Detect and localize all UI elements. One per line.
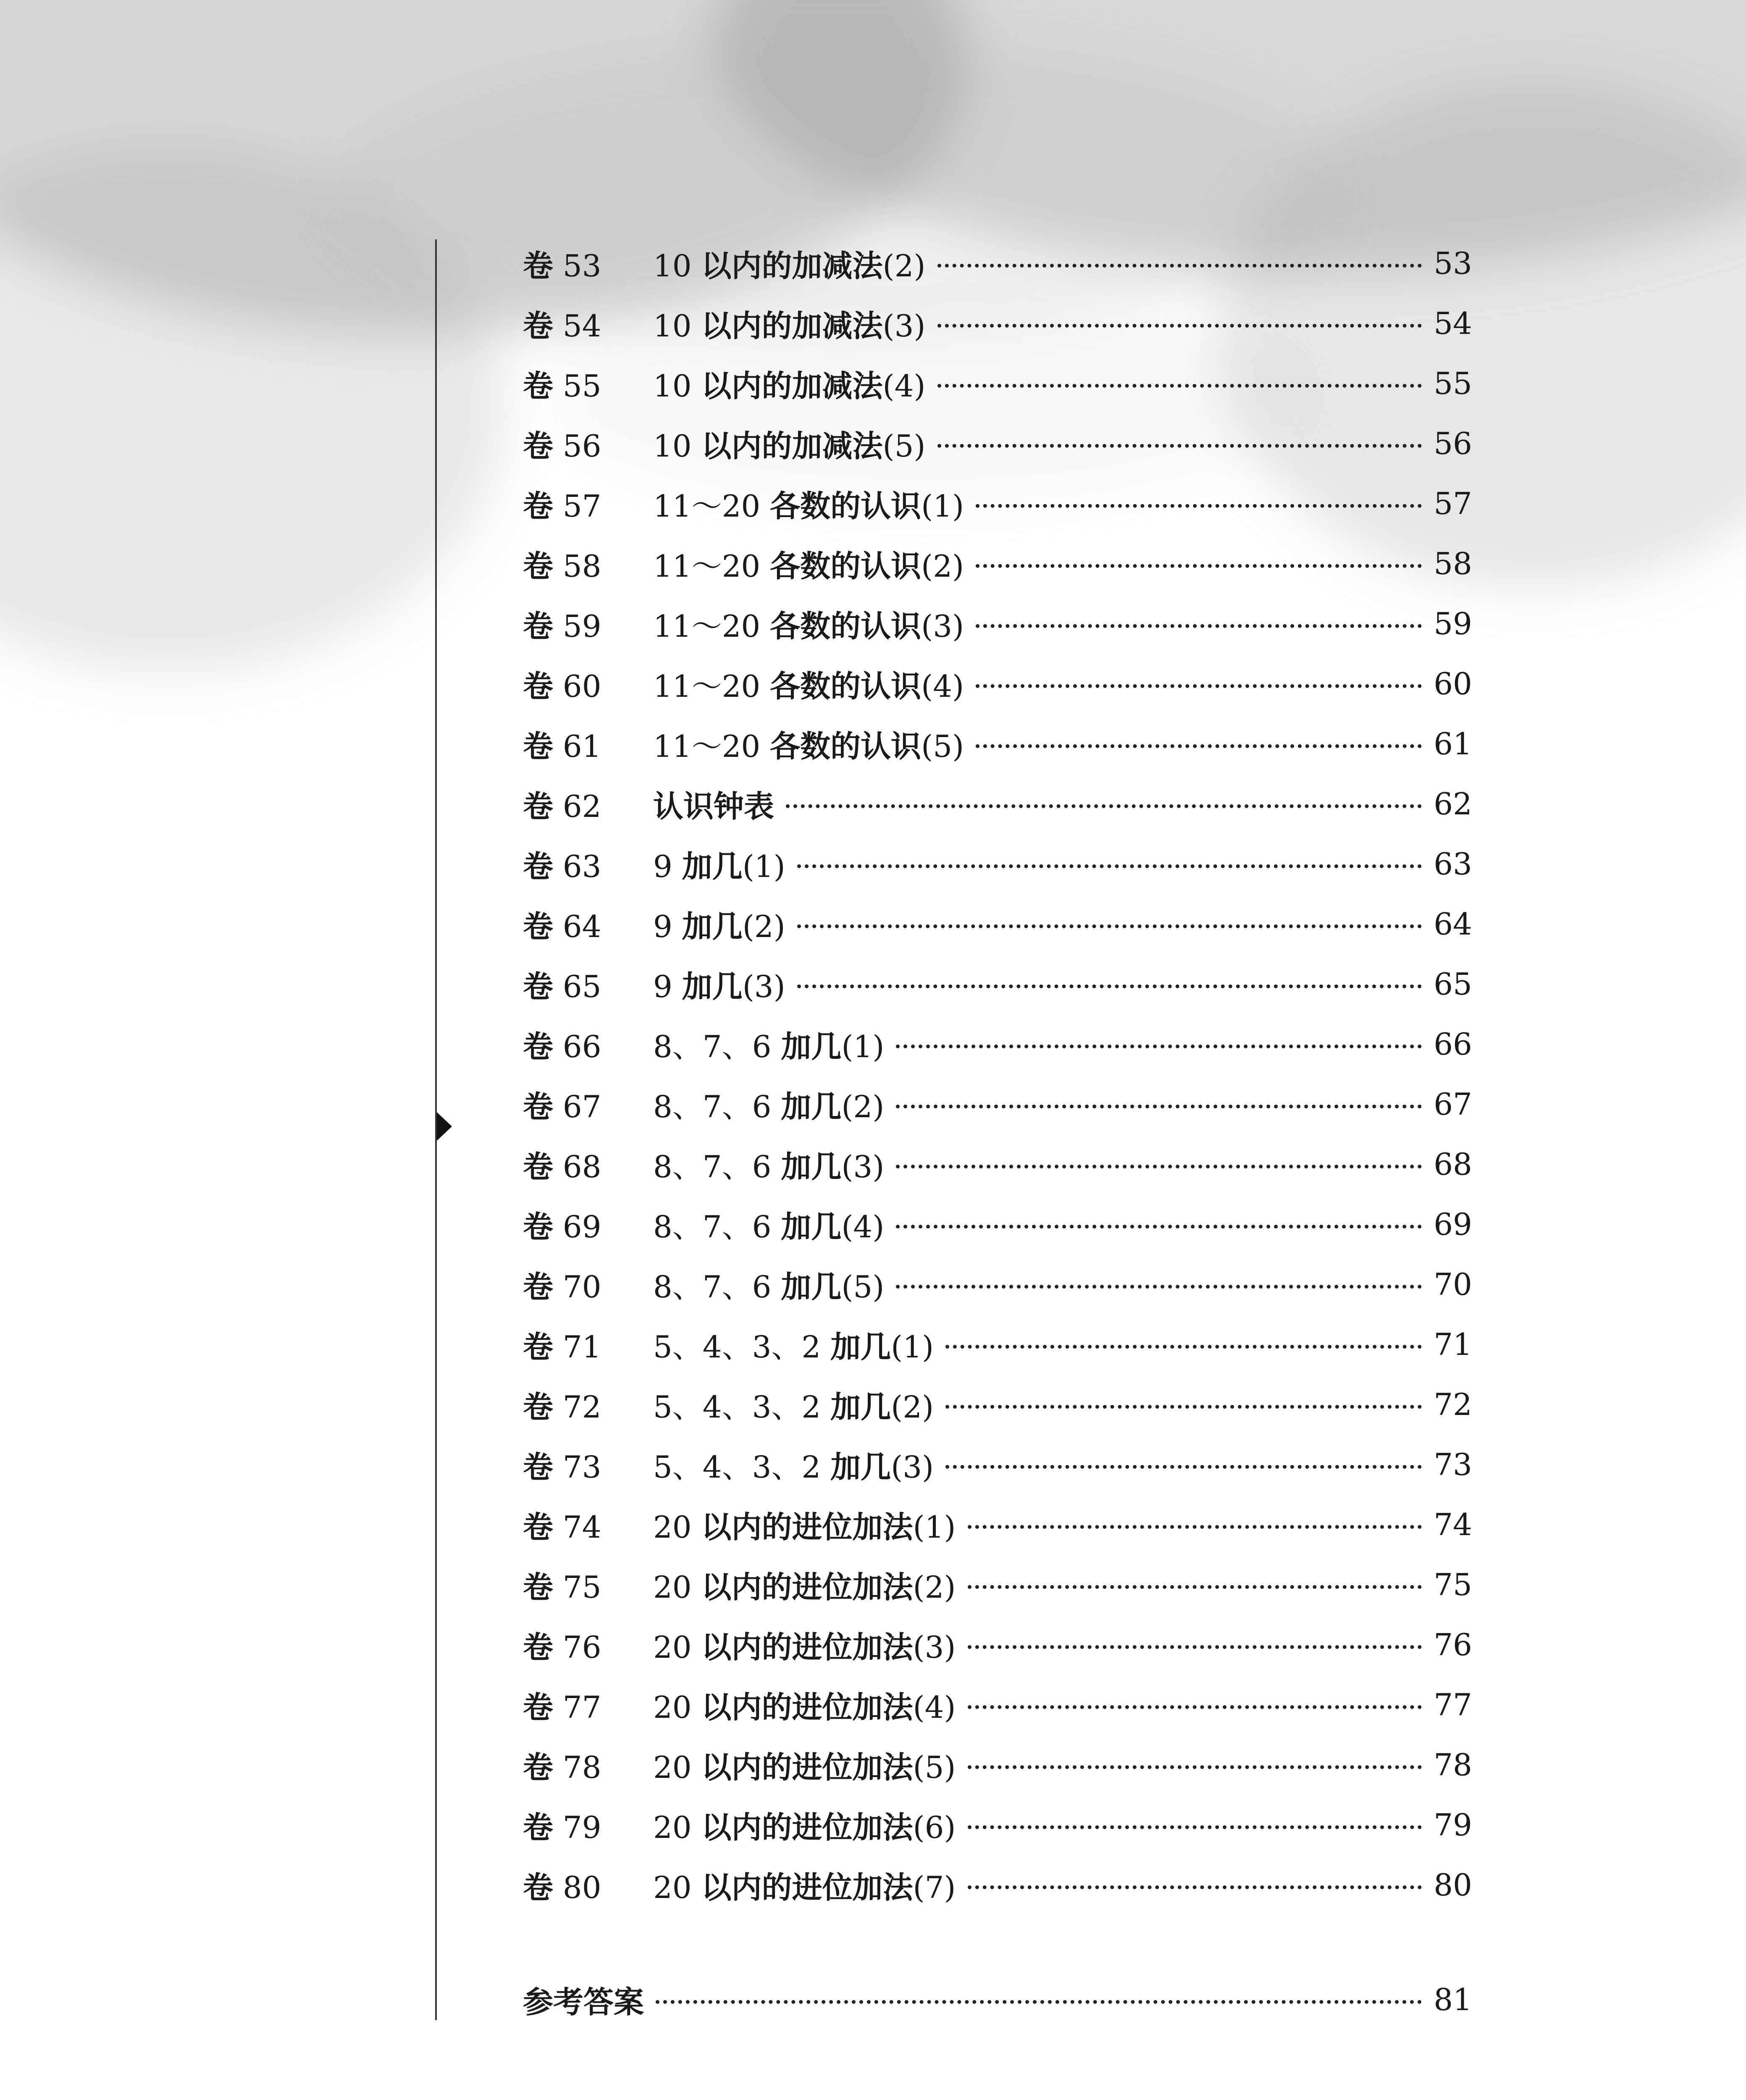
title-text: 加几	[682, 848, 743, 884]
title-suffix: (2)	[913, 1569, 956, 1605]
entry-title	[653, 1263, 892, 1306]
volume-label	[523, 1142, 653, 1186]
volume-number: 74	[562, 1509, 601, 1545]
volume-word: 卷	[523, 1809, 554, 1845]
entry-title	[653, 782, 782, 826]
title-text: 加几	[682, 969, 743, 1004]
answers-title: 参考答案	[523, 1984, 644, 2020]
volume-label	[523, 1863, 653, 1907]
volume-word: 卷	[523, 1029, 554, 1064]
title-text: 以内的进位加法	[701, 1569, 913, 1605]
table-of-contents	[523, 233, 1472, 2029]
entry-page: 69	[1434, 1206, 1472, 1242]
volume-word: 卷	[523, 1209, 554, 1244]
entry-page: 78	[1434, 1747, 1472, 1782]
leader-dots	[968, 1765, 1422, 1769]
entry-title	[653, 1623, 964, 1667]
entry-page: 80	[1434, 1867, 1472, 1903]
entry-title	[653, 842, 793, 886]
volume-word: 卷	[523, 788, 554, 824]
leader-dots	[976, 744, 1422, 748]
entry-title	[653, 1683, 964, 1727]
leader-dots	[945, 1405, 1422, 1409]
entry-title	[653, 1863, 964, 1907]
entry-title	[653, 1503, 964, 1546]
toc-row[interactable]	[523, 1855, 1472, 1915]
volume-word: 卷	[523, 368, 554, 404]
title-suffix: (2)	[742, 908, 785, 944]
title-text: 以内的进位加法	[701, 1509, 913, 1545]
toc-row[interactable]	[523, 654, 1472, 714]
entry-title	[653, 542, 971, 585]
title-text: 以内的进位加法	[701, 1689, 913, 1725]
entry-title	[653, 482, 971, 525]
volume-word: 卷	[523, 1329, 554, 1365]
title-suffix: (5)	[882, 428, 926, 464]
volume-word: 卷	[523, 848, 554, 884]
volume-number: 68	[562, 1149, 601, 1184]
title-number: 10	[653, 308, 692, 344]
volume-word: 卷	[523, 1389, 554, 1425]
title-number: 11～20	[653, 668, 761, 704]
toc-row[interactable]	[523, 1014, 1472, 1074]
title-suffix: (3)	[913, 1629, 956, 1665]
title-suffix: (4)	[882, 368, 926, 404]
toc-row-answers[interactable]	[523, 1969, 1472, 2029]
entry-page: 56	[1434, 425, 1472, 461]
leader-dots	[937, 324, 1422, 328]
volume-label	[523, 1443, 653, 1486]
volume-label	[523, 1082, 653, 1126]
toc-row[interactable]	[523, 954, 1472, 1014]
title-text: 以内的进位加法	[701, 1749, 913, 1785]
title-text: 各数的认识	[770, 488, 922, 524]
title-text: 以内的加减法	[701, 308, 883, 344]
volume-label	[523, 302, 653, 345]
title-number: 11～20	[653, 548, 761, 584]
entry-page: 59	[1434, 606, 1472, 641]
entry-title	[653, 722, 971, 766]
title-suffix: (2)	[882, 248, 926, 284]
title-text: 以内的加减法	[701, 428, 883, 464]
toc-row[interactable]	[523, 1374, 1472, 1434]
entry-page: 68	[1434, 1146, 1472, 1182]
title-text: 加几	[682, 908, 743, 944]
toc-row[interactable]	[523, 593, 1472, 654]
toc-row[interactable]	[523, 894, 1472, 954]
volume-label	[523, 1323, 653, 1366]
volume-label	[523, 602, 653, 646]
toc-row[interactable]	[523, 1134, 1472, 1194]
volume-word: 卷	[523, 1509, 554, 1545]
entry-page: 58	[1434, 546, 1472, 581]
title-suffix: (2)	[921, 548, 964, 584]
entry-page: 67	[1434, 1086, 1472, 1122]
volume-number: 67	[562, 1089, 601, 1124]
volume-number: 64	[562, 908, 601, 944]
volume-number: 80	[562, 1869, 601, 1905]
volume-label	[523, 242, 653, 285]
volume-number: 78	[562, 1749, 601, 1785]
toc-row[interactable]	[523, 1194, 1472, 1254]
title-number: 11～20	[653, 728, 761, 764]
title-text: 加几	[781, 1029, 842, 1064]
volume-number: 72	[562, 1389, 601, 1425]
leader-dots	[968, 1525, 1422, 1529]
entry-page: 72	[1434, 1386, 1472, 1422]
leader-dots	[797, 924, 1422, 928]
title-text: 加几	[830, 1329, 891, 1365]
entry-title	[653, 1323, 941, 1366]
volume-number: 63	[562, 848, 601, 884]
title-number: 9	[653, 848, 672, 884]
entry-page: 74	[1434, 1507, 1472, 1542]
leader-dots	[786, 804, 1422, 808]
entry-title	[653, 602, 971, 646]
volume-number: 61	[562, 728, 601, 764]
title-suffix: (1)	[913, 1509, 956, 1545]
volume-label	[523, 422, 653, 465]
entry-page: 76	[1434, 1627, 1472, 1662]
entry-page: 64	[1434, 906, 1472, 942]
entry-page: 66	[1434, 1026, 1472, 1062]
entry-page: 60	[1434, 666, 1472, 701]
leader-dots	[896, 1225, 1422, 1228]
toc-row[interactable]	[523, 1675, 1472, 1735]
title-number: 10	[653, 248, 692, 284]
toc-row[interactable]	[523, 473, 1472, 533]
entry-title	[653, 1563, 964, 1606]
title-number: 8、7、6	[653, 1209, 772, 1244]
volume-word: 卷	[523, 1569, 554, 1605]
title-suffix: (4)	[921, 668, 964, 704]
volume-number: 53	[562, 248, 601, 284]
title-number: 11～20	[653, 608, 761, 644]
leader-dots	[797, 984, 1422, 988]
leader-dots	[976, 684, 1422, 688]
title-suffix: (2)	[891, 1389, 934, 1425]
title-suffix: (3)	[742, 969, 785, 1004]
volume-word: 卷	[523, 728, 554, 764]
entry-page: 65	[1434, 966, 1472, 1002]
volume-word: 卷	[523, 1089, 554, 1124]
leader-dots	[976, 624, 1422, 628]
volume-label	[523, 662, 653, 706]
leader-dots	[968, 1885, 1422, 1889]
volume-label	[523, 1263, 653, 1306]
volume-word: 卷	[523, 1149, 554, 1184]
title-suffix: (4)	[913, 1689, 956, 1725]
answers-page: 81	[1434, 1982, 1472, 2017]
entry-page: 77	[1434, 1687, 1472, 1722]
volume-number: 77	[562, 1689, 601, 1725]
volume-word: 卷	[523, 308, 554, 344]
entry-title	[653, 1743, 964, 1787]
entry-page: 70	[1434, 1266, 1472, 1302]
entry-title	[653, 302, 933, 345]
volume-word: 卷	[523, 908, 554, 944]
volume-word: 卷	[523, 608, 554, 644]
title-text: 各数的认识	[770, 728, 922, 764]
volume-word: 卷	[523, 1869, 554, 1905]
title-suffix: (7)	[913, 1869, 956, 1905]
title-suffix: (5)	[913, 1749, 956, 1785]
title-number: 10	[653, 428, 692, 464]
volume-number: 65	[562, 969, 601, 1004]
volume-number: 69	[562, 1209, 601, 1244]
entry-page: 62	[1434, 786, 1472, 822]
title-suffix: (4)	[841, 1209, 885, 1244]
entry-title	[653, 662, 971, 706]
leader-dots	[937, 264, 1422, 268]
volume-label	[523, 902, 653, 946]
entry-title	[653, 422, 933, 465]
toc-row[interactable]	[523, 353, 1472, 413]
volume-word: 卷	[523, 1449, 554, 1485]
title-suffix: (2)	[841, 1089, 885, 1124]
title-number: 10	[653, 368, 692, 404]
leader-dots	[968, 1585, 1422, 1589]
toc-row[interactable]	[523, 293, 1472, 353]
toc-row[interactable]	[523, 533, 1472, 593]
leader-dots	[976, 564, 1422, 568]
toc-row[interactable]	[523, 1434, 1472, 1494]
title-number: 20	[653, 1629, 692, 1665]
leader-dots	[945, 1465, 1422, 1469]
volume-number: 71	[562, 1329, 601, 1365]
toc-row[interactable]	[523, 1494, 1472, 1554]
volume-number: 54	[562, 308, 601, 344]
triangle-marker-icon	[437, 1112, 452, 1141]
title-text: 以内的进位加法	[701, 1629, 913, 1665]
entry-title	[653, 1142, 892, 1186]
volume-label	[523, 1022, 653, 1066]
volume-number: 56	[562, 428, 601, 464]
entry-title	[653, 902, 793, 946]
title-text: 以内的加减法	[701, 368, 883, 404]
leader-dots	[945, 1345, 1422, 1349]
volume-number: 73	[562, 1449, 601, 1485]
title-suffix: (1)	[921, 488, 964, 524]
volume-word: 卷	[523, 428, 554, 464]
title-number: 20	[653, 1509, 692, 1545]
title-number: 8、7、6	[653, 1269, 772, 1305]
volume-word: 卷	[523, 488, 554, 524]
title-suffix: (6)	[913, 1809, 956, 1845]
volume-label	[523, 1202, 653, 1246]
entry-title	[653, 362, 933, 405]
title-text: 以内的进位加法	[701, 1809, 913, 1845]
entry-title	[653, 1022, 892, 1066]
volume-label	[523, 1563, 653, 1606]
leader-dots	[896, 1285, 1422, 1289]
volume-label	[523, 362, 653, 405]
volume-number: 70	[562, 1269, 601, 1305]
volume-word: 卷	[523, 1749, 554, 1785]
title-number: 20	[653, 1809, 692, 1845]
toc-entries	[523, 233, 1472, 1915]
title-suffix: (1)	[891, 1329, 934, 1365]
entry-title	[653, 1383, 941, 1426]
title-text: 各数的认识	[770, 668, 922, 704]
toc-row[interactable]	[523, 1314, 1472, 1374]
entry-page: 79	[1434, 1807, 1472, 1843]
title-text: 加几	[781, 1089, 842, 1124]
entry-title	[653, 1082, 892, 1126]
title-number: 20	[653, 1749, 692, 1785]
leader-dots	[896, 1105, 1422, 1108]
volume-label	[523, 782, 653, 826]
title-number: 9	[653, 969, 672, 1004]
leader-dots	[968, 1705, 1422, 1709]
volume-label	[523, 542, 653, 585]
title-number: 20	[653, 1689, 692, 1725]
volume-word: 卷	[523, 969, 554, 1004]
volume-label	[523, 1383, 653, 1426]
title-number: 8、7、6	[653, 1029, 772, 1064]
title-number: 20	[653, 1569, 692, 1605]
title-number: 9	[653, 908, 672, 944]
entry-page: 61	[1434, 726, 1472, 761]
volume-number: 58	[562, 548, 601, 584]
toc-row[interactable]	[523, 774, 1472, 834]
title-number: 11～20	[653, 488, 761, 524]
leader-dots	[656, 2000, 1422, 2004]
toc-row[interactable]	[523, 1735, 1472, 1795]
toc-row[interactable]	[523, 1074, 1472, 1134]
volume-label	[523, 1683, 653, 1727]
title-text: 以内的进位加法	[701, 1869, 913, 1905]
volume-number: 66	[562, 1029, 601, 1064]
toc-row[interactable]	[523, 1554, 1472, 1614]
volume-word: 卷	[523, 248, 554, 284]
volume-number: 62	[562, 788, 601, 824]
volume-label	[523, 1803, 653, 1847]
title-text: 加几	[781, 1269, 842, 1305]
leader-dots	[968, 1645, 1422, 1649]
title-number: 20	[653, 1869, 692, 1905]
volume-label	[523, 842, 653, 886]
title-text: 以内的加减法	[701, 248, 883, 284]
title-number: 5、4、3、2	[653, 1449, 821, 1485]
leader-dots	[896, 1045, 1422, 1048]
title-number: 5、4、3、2	[653, 1329, 821, 1365]
volume-number: 60	[562, 668, 601, 704]
toc-row[interactable]	[523, 1254, 1472, 1314]
volume-word: 卷	[523, 1269, 554, 1305]
title-text: 加几	[830, 1449, 891, 1485]
title-text: 各数的认识	[770, 548, 922, 584]
volume-label	[523, 722, 653, 766]
entry-page: 55	[1434, 365, 1472, 401]
volume-number: 57	[562, 488, 601, 524]
leader-dots	[976, 504, 1422, 508]
toc-row[interactable]	[523, 1795, 1472, 1855]
leader-dots	[797, 864, 1422, 868]
entry-title	[653, 1202, 892, 1246]
volume-word: 卷	[523, 1629, 554, 1665]
volume-label	[523, 1743, 653, 1787]
leader-dots	[896, 1165, 1422, 1168]
title-text: 认识钟表	[653, 788, 775, 824]
volume-label	[523, 482, 653, 525]
volume-number: 59	[562, 608, 601, 644]
volume-label	[523, 962, 653, 1006]
volume-number: 75	[562, 1569, 601, 1605]
title-text: 加几	[781, 1149, 842, 1184]
title-number: 5、4、3、2	[653, 1389, 821, 1425]
leader-dots	[968, 1825, 1422, 1829]
title-suffix: (3)	[882, 308, 926, 344]
entry-page: 75	[1434, 1567, 1472, 1602]
toc-row[interactable]	[523, 1614, 1472, 1675]
volume-label	[523, 1623, 653, 1667]
volume-word: 卷	[523, 668, 554, 704]
leader-dots	[937, 444, 1422, 448]
entry-title	[653, 962, 793, 1006]
volume-number: 55	[562, 368, 601, 404]
toc-row[interactable]	[523, 233, 1472, 293]
volume-label	[523, 1503, 653, 1546]
toc-row[interactable]	[523, 714, 1472, 774]
title-suffix: (3)	[841, 1149, 885, 1184]
title-text: 加几	[781, 1209, 842, 1244]
entry-page: 73	[1434, 1446, 1472, 1482]
title-suffix: (5)	[841, 1269, 885, 1305]
volume-word: 卷	[523, 1689, 554, 1725]
toc-row[interactable]	[523, 834, 1472, 894]
title-suffix: (3)	[921, 608, 964, 644]
leader-dots	[937, 384, 1422, 388]
entry-page: 71	[1434, 1326, 1472, 1362]
entry-page: 57	[1434, 486, 1472, 521]
toc-row[interactable]	[523, 413, 1472, 473]
title-suffix: (1)	[841, 1029, 885, 1064]
volume-number: 79	[562, 1809, 601, 1845]
title-suffix: (1)	[742, 848, 785, 884]
title-text: 各数的认识	[770, 608, 922, 644]
volume-word: 卷	[523, 548, 554, 584]
entry-page: 63	[1434, 846, 1472, 882]
entry-title	[653, 1443, 941, 1486]
title-suffix: (5)	[921, 728, 964, 764]
entry-page: 54	[1434, 305, 1472, 341]
volume-number: 76	[562, 1629, 601, 1665]
title-number: 8、7、6	[653, 1149, 772, 1184]
title-number: 8、7、6	[653, 1089, 772, 1124]
title-suffix: (3)	[891, 1449, 934, 1485]
entry-title	[653, 1803, 964, 1847]
entry-title	[653, 242, 933, 285]
entry-page: 53	[1434, 245, 1472, 281]
title-text: 加几	[830, 1389, 891, 1425]
